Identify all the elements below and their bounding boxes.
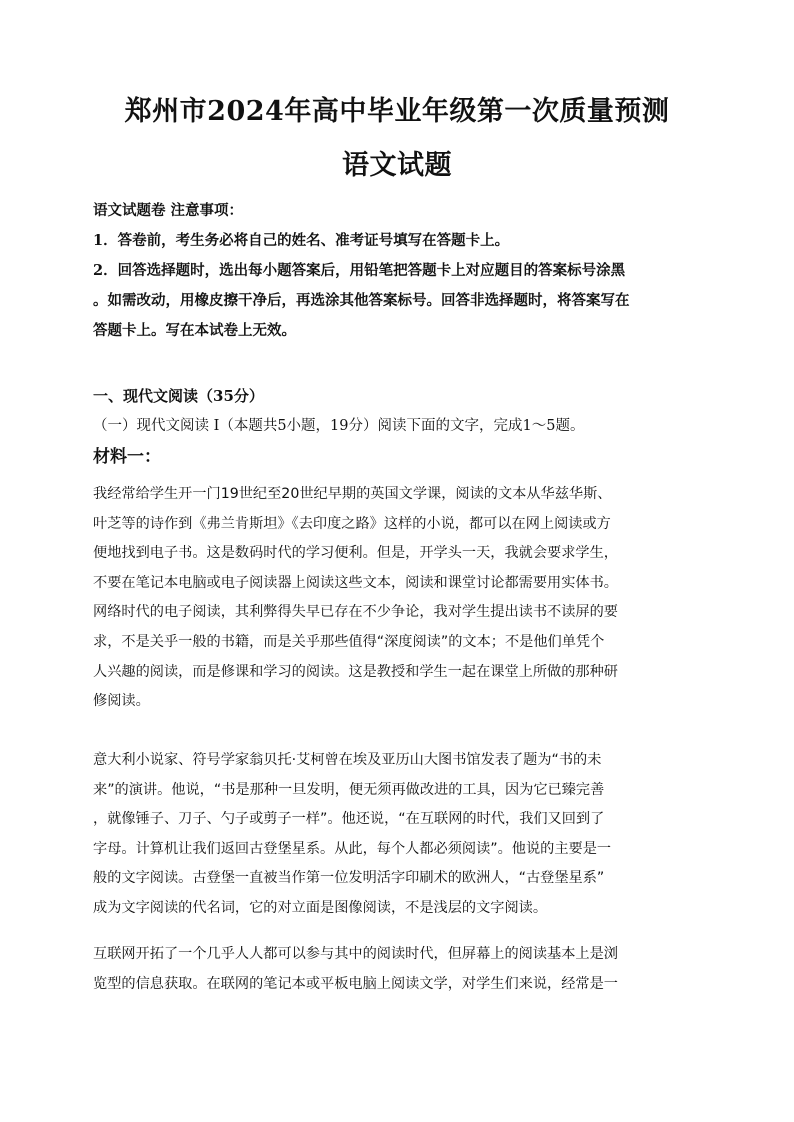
paragraph-line: 便地找到电子书。这是数码时代的学习便利。但是，开学头一天，我就会要求学生， xyxy=(93,545,618,562)
page-subtitle: 语文试题 xyxy=(342,150,452,181)
notice-line: 答题卡上。写在本试卷上无效。 xyxy=(93,322,296,339)
paragraph-line: 意大利小说家、符号学家翁贝托·艾柯曾在埃及亚历山大图书馆发表了题为“书的未 xyxy=(93,752,602,768)
page-title: 郑州市2024年高中毕业年级第一次质量预测 xyxy=(124,96,670,127)
paragraph-line: 成为文字阅读的代名词，它的对立面是图像阅读，不是浅层的文字阅读。 xyxy=(93,899,548,916)
section-instruction: （一）现代文阅读 I（本题共5小题，19分）阅读下面的文字，完成1～5题。 xyxy=(93,418,585,434)
paragraph xyxy=(93,940,697,999)
notice-section xyxy=(93,196,697,346)
paragraph-line: 互联网开拓了一个几乎人人都可以参与其中的阅读时代，但屏幕上的阅读基本上是浏 xyxy=(93,946,618,962)
paragraph-line: 修阅读。 xyxy=(93,693,150,710)
paragraph-line: 我经常给学生开一门19世纪至20世纪早期的英国文学课，阅读的文本从华兹华斯、 xyxy=(93,486,612,502)
notice-line: 1．答卷前，考生务必将自己的姓名、准考证号填写在答题卡上。 xyxy=(93,232,510,249)
notice-line: 。如需改动，用橡皮擦干净后，再选涂其他答案标号。回答非选择题时，将答案写在 xyxy=(93,292,630,309)
paragraph-line: 网络时代的电子阅读，其利弊得失早已存在不少争论，我对学生提出读书不读屏的要 xyxy=(93,604,618,621)
notice-heading: 语文试题卷 注意事项： xyxy=(93,202,244,219)
paragraph-line: 览型的信息获取。在联网的笔记本或平板电脑上阅读文学，对学生们来说，经常是一 xyxy=(93,975,618,992)
paragraph-line: ，就像锤子、刀子、勺子或剪子一样”。他还说，“在互联网的时代，我们又回到了 xyxy=(93,811,605,828)
paragraph xyxy=(93,480,697,717)
paragraph-line: 来”的演讲。他说，“书是那种一旦发明，便无须再做改进的工具，因为它已臻完善 xyxy=(93,781,605,798)
paragraph xyxy=(93,746,697,924)
paragraph-line: 叶芝等的诗作到《弗兰肯斯坦》《去印度之路》这样的小说，都可以在网上阅读或方 xyxy=(93,515,611,532)
material-title: 材料一： xyxy=(93,447,161,467)
section-heading: 一、现代文阅读（35分） xyxy=(93,387,264,405)
paragraph-line: 字母。计算机让我们返回古登堡星系。从此，每个人都必须阅读”。他说的主要是一 xyxy=(93,840,612,857)
reading-section xyxy=(93,381,697,473)
paragraph-line: 求，不是关乎一般的书籍，而是关乎那些值得“深度阅读”的文本；不是他们单凭个 xyxy=(93,633,605,650)
notice-line: 2．回答选择题时，选出每小题答案后，用铅笔把答题卡上对应题目的答案标号涂黑 xyxy=(93,262,626,279)
paragraph-line: 不要在笔记本电脑或电子阅读器上阅读这些文本，阅读和课堂讨论都需要用实体书。 xyxy=(93,574,618,591)
paragraph-line: 人兴趣的阅读，而是修课和学习的阅读。这是教授和学生一起在课堂上所做的那种研 xyxy=(93,663,618,680)
paragraph-line: 般的文字阅读。古登堡一直被当作第一位发明活字印刷术的欧洲人，“古登堡星系” xyxy=(93,870,605,887)
